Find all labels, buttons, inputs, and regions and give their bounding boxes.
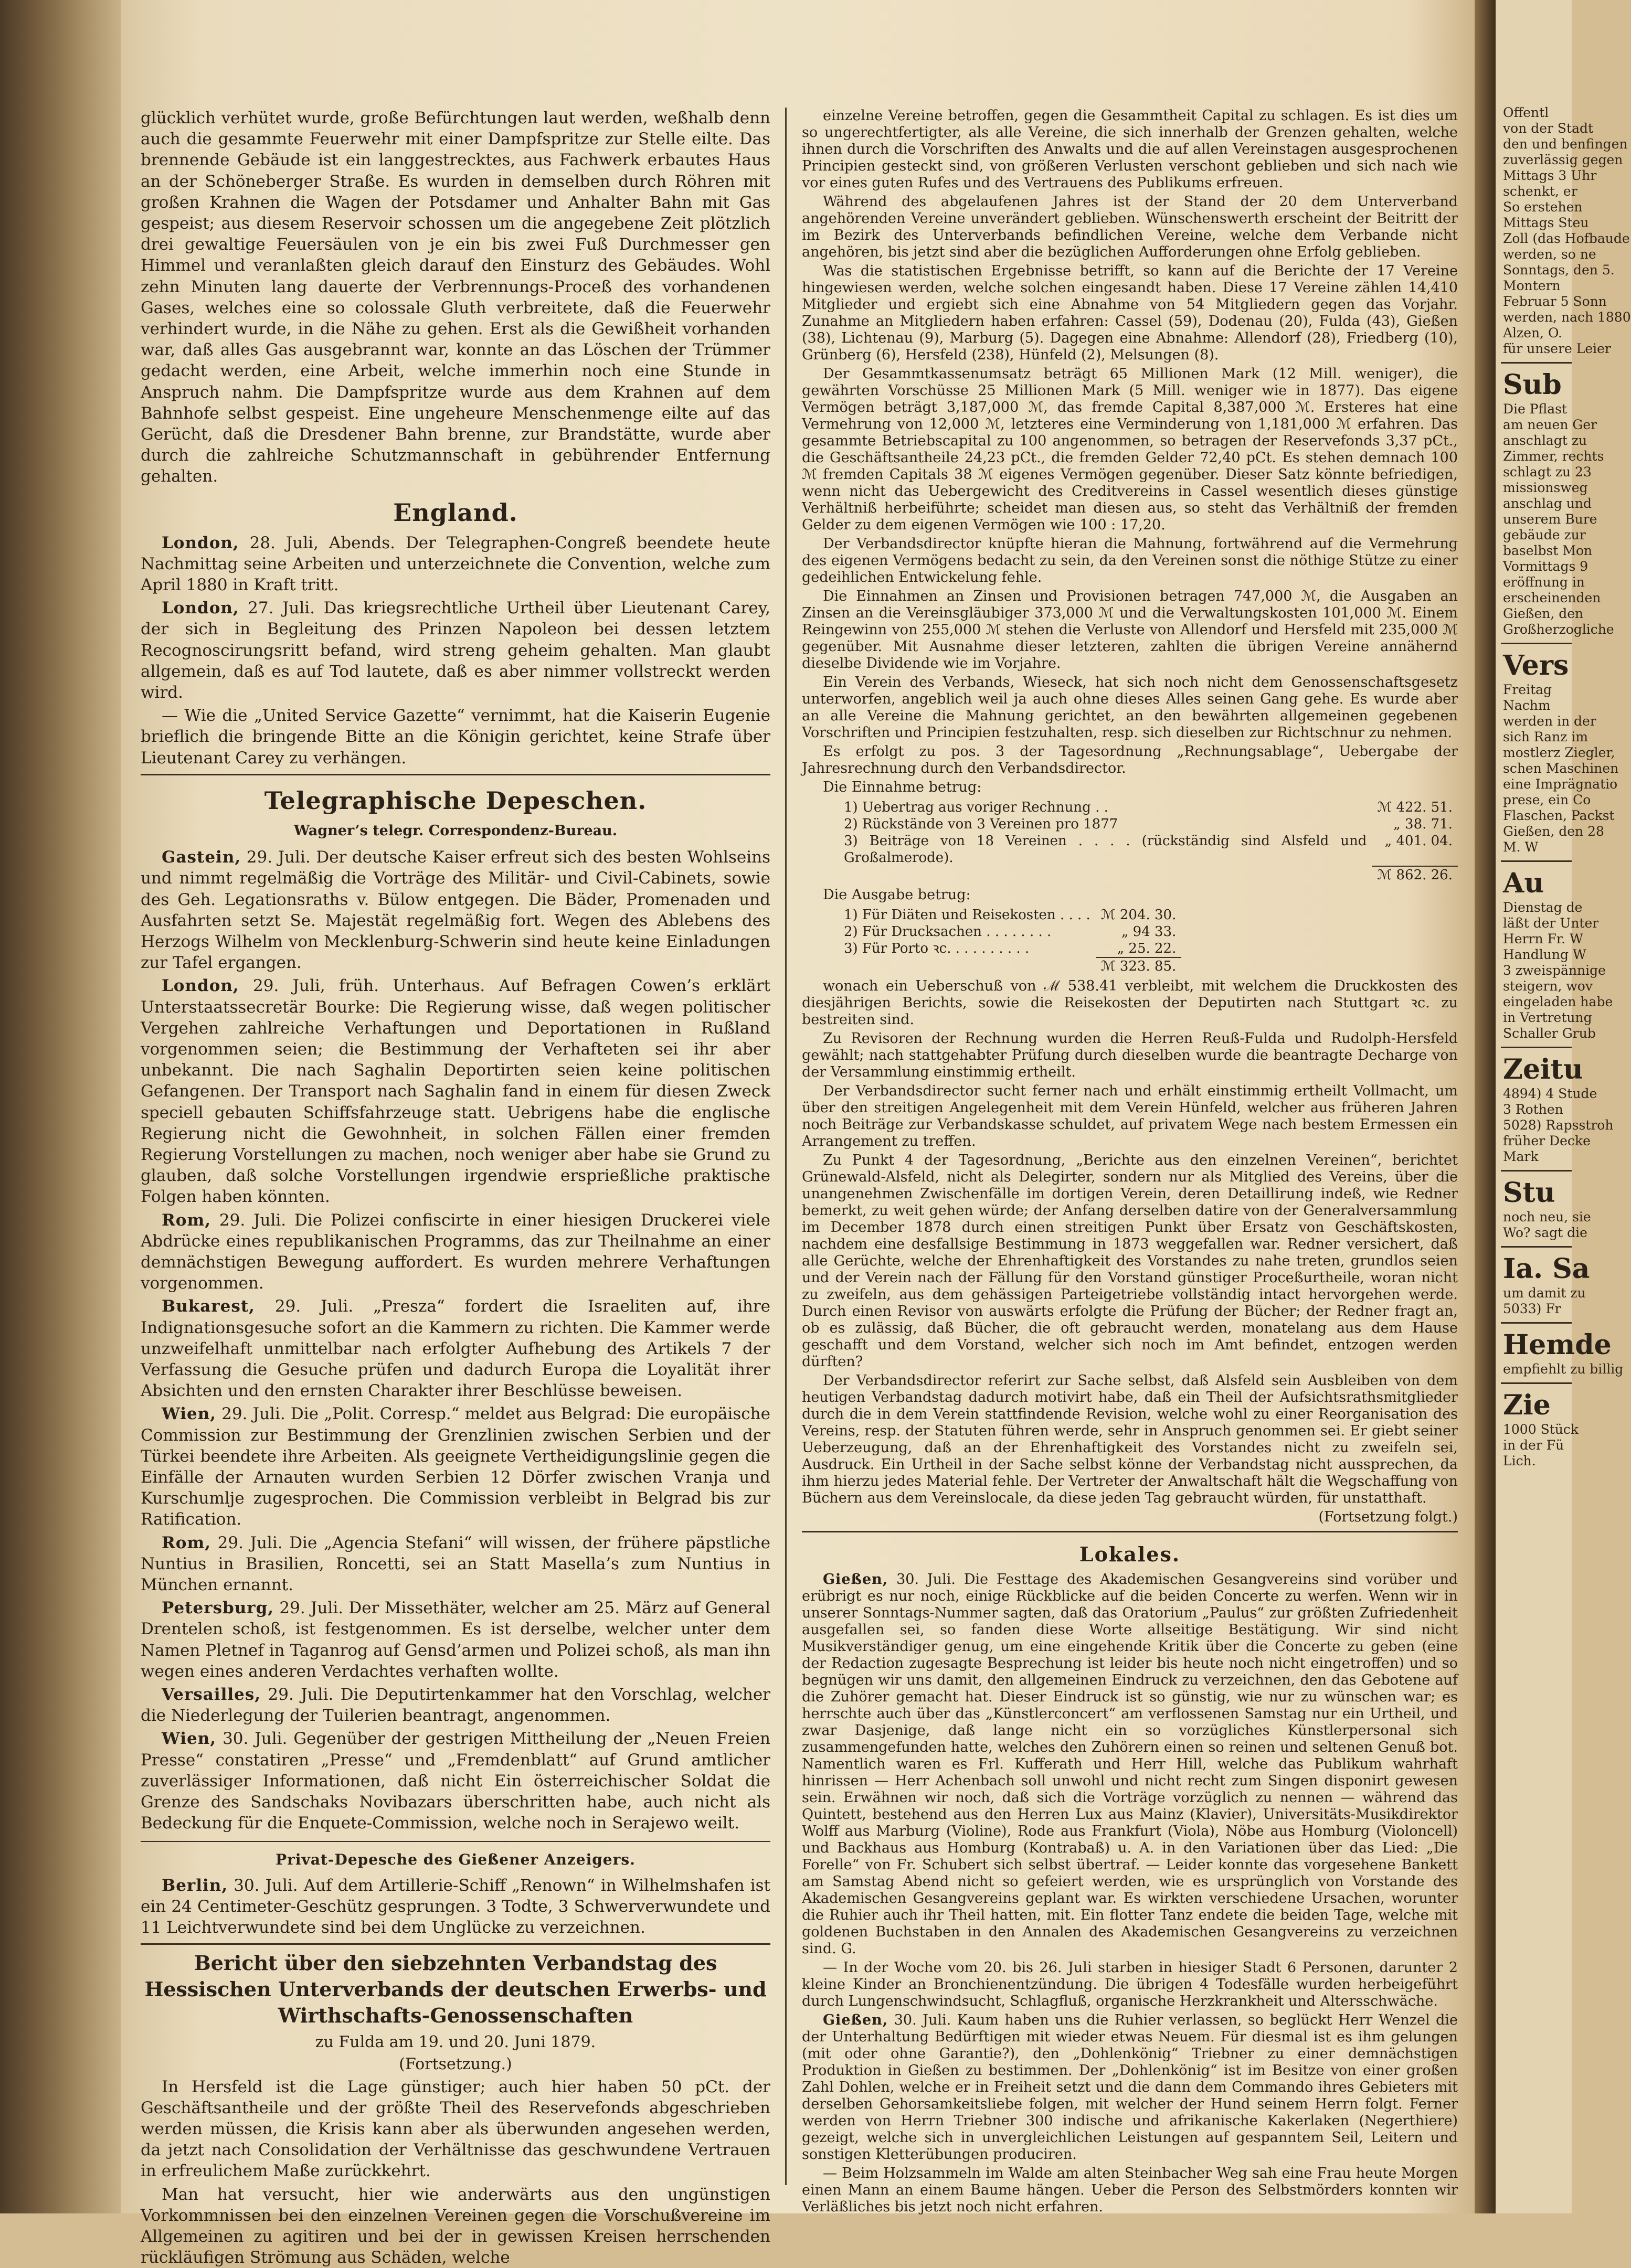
income-label: Die Einnahme betrug: xyxy=(823,779,982,795)
adjacent-text-fragment: Sonntags, den 5. xyxy=(1503,262,1615,278)
adjacent-text-fragment: Hemde xyxy=(1503,1329,1612,1361)
adjacent-page-text xyxy=(1496,0,1631,1469)
adjacent-text-fragment: in der Fü xyxy=(1503,1438,1564,1453)
news-place: Gießen, xyxy=(823,1571,888,1588)
ledger-label: 2) Rückstände von 3 Vereinen pro 1877 xyxy=(844,816,1118,832)
adjacent-rule xyxy=(1501,1246,1572,1248)
news-item xyxy=(141,1598,770,1682)
telegraph-news-list xyxy=(141,847,770,1834)
expense-table xyxy=(839,907,1181,975)
adjacent-text-fragment: steigern, wov xyxy=(1503,978,1593,994)
adjacent-text-fragment: Großherzogliche xyxy=(1503,622,1614,637)
news-item xyxy=(141,1875,770,1939)
adjacent-text-fragment: Gießen, den 28 xyxy=(1503,824,1604,839)
report-paragraph: wonach ein Ueberschuß von ℳ 538.41 verbleibt, mit welchem die Druckkosten des diesjährigen Berichts, sowie die Reisekosten der Deputirten nach Stuttgart ꝛc. zu bestreiten sind. xyxy=(802,978,1458,1028)
news-place: Rom, xyxy=(162,1533,211,1552)
adjacent-text-fragment: Vormittags 9 xyxy=(1503,559,1588,574)
adjacent-text-fragment: werden, nach 1880 xyxy=(1503,310,1631,325)
news-text: 29. Juli. Der Missethäter, welcher am 25. März auf General Drentelen schoß, ist festgenommen. Es ist derselbe, welcher unter dem Namen Pletnef in Taganrog auf Gensd’armen und Polizei schoß, als man ihn wegen eines anderen Verdachtes verhaften wollte. xyxy=(141,1599,770,1681)
news-place: Versailles, xyxy=(162,1685,261,1705)
report-paragraph: Der Verbandsdirector knüpfte hieran die Mahnung, fortwährend auf die Vermehrung des eigenen Vermögens bedacht zu sein, da den Vereinen sonst die nöthige Stütze zu einer gedeihlichen Entwickelung fehle. xyxy=(802,536,1458,585)
income-total-row xyxy=(839,866,1458,883)
adjacent-text-fragment: noch neu, sie xyxy=(1503,1209,1591,1224)
adjacent-text-fragment: zuverlässig gegen xyxy=(1503,152,1623,167)
adjacent-text-fragment: 1000 Stück xyxy=(1503,1422,1579,1437)
adjacent-text-fragment: anschlagt zu xyxy=(1503,433,1587,448)
news-text: — Beim Holzsammeln im Walde am alten Steinbacher Weg sah eine Frau heute Morgen einen Mann an einem Baume hängen. Ueber die Person des Selbstmörders konnten wir Verläßliches bis jetzt noch nicht erfahren. xyxy=(802,2165,1458,2215)
report-paragraph: Man hat versucht, hier wie anderwärts aus den ungünstigen Vorkommnissen bei den einzelnen Vereinen gegen die Vorschußvereine im Allgemeinen zu agitiren und bei der in gewissen Kreisen herrschenden rückläufigen Strömung aus Schäden, welche xyxy=(141,2185,770,2267)
adjacent-text-fragment: Offentl xyxy=(1503,105,1549,120)
adjacent-text-fragment: prese, ein Co xyxy=(1503,792,1591,807)
adjacent-text-fragment: gebäude zur xyxy=(1503,527,1586,542)
news-text: 29. Juli. Die Polizei confiscirte in einer hiesigen Druckerei viele Abdrücke eines republikanischen Programms, das zur Theilnahme an einer demnächstigen Bewegung auffordert. Es wurden mehrere Verhaftungen vorgenommen. xyxy=(141,1210,770,1293)
adjacent-text-fragment: eröffnung in xyxy=(1503,574,1585,590)
telegraph-heading: Telegraphische Depeschen. xyxy=(264,786,647,815)
report-paragraph: Es erfolgt zu pos. 3 der Tagesordnung „Rechnungsablage“, Uebergabe der Jahresrechnung durch den Verbandsdirector. xyxy=(802,743,1458,776)
news-item xyxy=(802,2012,1458,2163)
news-text: 27. Juli. Das kriegsrechtliche Urtheil über Lieutenant Carey, der sich in Begleitung des Prinzen Napoleon bei dessen letztem Recognoscirungsritt befand, wird streng geheim gehalten. Man glaubt allgemein, daß es auf Tod lautete, daß es aber nimmer vollstreckt werden wird. xyxy=(141,599,770,702)
adjacent-text-fragment: Zeitu xyxy=(1503,1053,1583,1085)
report-paragraph: Was die statistischen Ergebnisse betrifft, so kann auf die Berichte der 17 Vereine hingewiesen werden, welche solchen eingesandt haben. Diese 17 Vereine zählen 14,410 Mitglieder und ergiebt sich eine Abnahme von 54 Mitgliedern gegen das Vorjahr. Zunahme an Mitgliedern haben erfahren: Cassel (59), Dodenau (20), Fulda (43), Gießen (38), Lichtenau (9), Marburg (5). Dagegen eine Abnahme: Allendorf (28), Friedberg (10), Grünberg (6), Hersfeld (238), Hünfeld (2), Melsungen (8). xyxy=(802,263,1458,363)
news-text: 30. Juli. Gegenüber der gestrigen Mittheilung der „Neuen Freien Presse“ constatiren „Presse“ und „Fremdenblatt“ auf Grund amtlicher zuverlässiger Informationen, daß nicht Ein österreichischer Soldat die Grenze des Sandschaks Novibazars überschritten habe, auch nicht als Bedeckung für die Enquete-Commission, welche noch in Serajewo weilt. xyxy=(141,1729,770,1833)
adjacent-text-fragment: Vers xyxy=(1503,649,1569,682)
adjacent-text-fragment: schlagt zu 23 xyxy=(1503,464,1592,480)
ledger-row xyxy=(839,833,1458,866)
news-item xyxy=(141,1728,770,1834)
adjacent-text-fragment: 5033) Fr xyxy=(1503,1301,1561,1316)
adjacent-text-fragment: Zimmer, rechts xyxy=(1503,449,1604,464)
report-continuation-note: (Fortsetzung.) xyxy=(399,2055,512,2074)
adjacent-rule xyxy=(1501,643,1572,644)
news-item xyxy=(141,1684,770,1726)
ledger-label: 3) Beiträge von 18 Vereinen . . . . (rückständig sind Alsfeld und Großalmerode). xyxy=(844,833,1367,866)
england-heading: England. xyxy=(393,498,518,527)
news-item xyxy=(141,1210,770,1294)
news-text: 29. Juli. Die „Polit. Corresp.“ meldet aus Belgrad: Die europäische Commission zur Bestimmung der Grenzlinien zwischen Serbien und der Türkei beendete ihre Arbeiten. Als geeignete Vertheidigungslinie gegen die Einfälle der Arnauten wurden Serbien 12 Dörfer zwischen Vranja und Kurschumlje zugesprochen. Die Commission verbleibt in Belgrad bis zur Ratification. xyxy=(141,1404,770,1529)
fire-report-paragraph: glücklich verhütet wurde, große Befürchtungen laut werden, weßhalb denn auch die gesammte Feuerwehr mit einer Dampfspritze zur Stelle eilte. Das brennende Gebäude ist ein langgestrecktes, aus Fachwerk erbautes Haus an der Schöneberger Straße. Es wurden in demselben durch Röhren mit großen Krahnen die Wagen der Potsdamer und Anhalter Bahn mit Gas gespeist; aus diesem Reservoir schossen um die angegebene Zeit plötzlich drei gewaltige Feuersäulen von je ein bis zwei Fuß Durchmesser gen Himmel und veranlaßten gleich darauf den Einsturz des Gebäudes. Wohl zehn Minuten lang dauerte der Verbrennungs-Proceß des vorhandenen Gases, welches eine so colossale Gluth verbreitete, daß die Feuerwehr verhindert wurde, in die Nähe zu gehen. Erst als die Gewißheit vorhanden war, daß alles Gas ausgebrannt war, konnte an das Löschen der Trümmer gedacht werden, eine Arbeit, welche immerhin noch eine Stunde in Anspruch nahm. Die Dampfspritze wurde aus dem Krahnen auf dem Bahnhofe selbst gespeist. Eine ungeheure Menschenmenge eilte auf das Gerücht, daß die Dresdener Bahn brenne, zur Brandstätte, wurde aber durch die zahlreiche Schutzmannschaft in gebührender Entfernung gehalten. xyxy=(141,109,770,486)
adjacent-text-fragment: Die Pflast xyxy=(1503,401,1568,417)
ledger-amount: „ 401. 04. xyxy=(1384,833,1453,849)
news-item xyxy=(802,2165,1458,2216)
page-gutter xyxy=(1475,0,1496,2213)
adjacent-text-fragment: 3 zweispännige xyxy=(1503,963,1606,978)
report-closing-text xyxy=(802,978,1458,1507)
continued-note: (Fortsetzung folgt.) xyxy=(1318,1509,1458,1525)
adjacent-text-fragment: von der Stadt xyxy=(1503,121,1594,136)
news-text: 29. Juli. Der deutsche Kaiser erfreut sich des besten Wohlseins und nimmt regelmäßig die Vorträge des Militär- und Civil-Cabinets, sowie des Geh. Legationsraths v. Bülow entgegen. Die Bäder, Promenaden und Ausfahrten setzt Se. Majestät regelmäßig fort. Wegen des Ablebens des Herzogs Wilhelm von Mecklenburg-Schwerin sind heute keine Einladungen zur Tafel ergangen. xyxy=(141,848,770,973)
news-text: 29. Juli, früh. Unterhaus. Auf Befragen Cowen’s erklärt Unterstaatssecretär Bourke: Die Regierung wisse, daß wegen politischer Vergehen zahlreiche Verhaftungen und Deportationen in Rußland vorgenommen seien; die Bestimmung der Verhafteten sei ihr aber unbekannt. Die nach Saghalin Deportirten seien keine politischen Gefangenen. Der Transport nach Saghalin fand in einem für diesen Zweck speciell gebauten Schiffsfahrzeuge statt. Uebrigens habe die englische Regierung nicht die Gewohnheit, in solchen Fällen einer fremden Regierung Vorstellungen zu machen, noch weniger aber habe sie Grund zu glauben, daß solche Vorstellungen irgendwie ersprießliche praktische Folgen haben könnten. xyxy=(141,976,770,1207)
adjacent-text-fragment: werden in der xyxy=(1503,714,1596,729)
expense-total-row xyxy=(839,957,1181,975)
news-item xyxy=(141,598,770,703)
adjacent-text-fragment: um damit zu xyxy=(1503,1285,1586,1301)
news-place: London, xyxy=(162,599,239,618)
ledger-amount: ℳ 204. 30. xyxy=(1100,907,1177,923)
adjacent-text-fragment: Dienstag de xyxy=(1503,900,1583,915)
adjacent-text-fragment: läßt der Unter xyxy=(1503,915,1599,931)
ledger-row xyxy=(839,907,1181,923)
adjacent-rule xyxy=(1501,860,1572,862)
adjacent-text-fragment: eingeladen habe xyxy=(1503,994,1613,1009)
report-paragraph: In Hersfeld ist die Lage günstiger; auch hier haben 50 pCt. der Geschäftsantheile und der größte Theil des Reservefonds abgeschrieben werden müssen, die Krisis kann aber als überwunden angesehen werden, da jetzt nach Consolidation der Verhältnisse das geschwundene Vertrauen in erfreulichem Maße zurückkehrt. xyxy=(141,2077,770,2181)
news-place: Rom, xyxy=(162,1210,211,1230)
adjacent-text-fragment: Mark xyxy=(1503,1149,1539,1164)
ledger-amount: „ 94 33. xyxy=(1121,924,1177,940)
adjacent-text-fragment: Stu xyxy=(1503,1177,1555,1209)
adjacent-text-fragment: anschlag und xyxy=(1503,496,1592,511)
adjacent-text-fragment: M. W xyxy=(1503,839,1539,855)
adjacent-text-fragment: mostlerz Ziegler, xyxy=(1503,745,1615,760)
news-item xyxy=(802,1960,1458,2010)
ledger-amount: ℳ 422. 51. xyxy=(1377,800,1453,815)
adjacent-text-fragment: Zie xyxy=(1503,1389,1551,1421)
adjacent-text-fragment: Wo? sagt die xyxy=(1503,1225,1587,1240)
adjacent-text-fragment: Montern xyxy=(1503,278,1561,293)
expense-total: ℳ 323. 85. xyxy=(1096,957,1182,975)
news-place: London, xyxy=(162,976,239,996)
adjacent-text-fragment: den und benfingen xyxy=(1503,136,1628,152)
adjacent-text-fragment: 3 Rothen xyxy=(1503,1102,1563,1117)
private-dispatch-heading: Privat-Depesche des Gießener Anzeigers. xyxy=(276,1851,636,1869)
report-continued-text xyxy=(802,108,1458,777)
news-item xyxy=(802,1571,1458,1957)
ledger-label: 2) Für Drucksachen . . . . . . . . xyxy=(844,924,1052,940)
adjacent-rule xyxy=(1501,1382,1572,1384)
income-table xyxy=(839,799,1458,883)
news-item xyxy=(141,1296,770,1401)
adjacent-text-fragment: Herrn Fr. W xyxy=(1503,931,1583,946)
report-paragraph: Der Gesammtkassenumsatz beträgt 65 Millionen Mark (12 Mill. weniger), die gewährten Vorschüsse 25 Millionen Mark (5 Mill. weniger wie in 1877). Das eigene Vermögen beträgt 3,187,000 ℳ, das fremde Capital 8,387,000 ℳ. Ersteres hat eine Vermehrung von 12,000 ℳ, letzteres eine Verminderung von 1,181,000 ℳ erfahren. Das gesammte Betriebscapital zu 100 angenommen, so betragen der Reservefonds 3,37 pCt., die Geschäftsantheile 24,23 pCt., die fremden Gelder 72,40 pCt. Es stehen demnach 100 ℳ fremden Capitals 38 ℳ eigenes Vermögen gegenüber. Dieser Satz könnte befriedigen, wenn nicht das Uebergewicht des Creditvereins in Cassel wesentlich dieses günstige Verhältniß herbeiführte; scheidet man diesen aus, so steht das Verhältniß der fremden Gelder zu dem eigenen Vermögen wie 100 : 17,20. xyxy=(802,366,1458,533)
adjacent-text-fragment: für unsere Leier xyxy=(1503,341,1611,356)
news-place: Bukarest, xyxy=(162,1297,255,1316)
news-item xyxy=(141,1403,770,1530)
telegraph-subheading: Wagner’s telegr. Correspondenz-Bureau. xyxy=(293,822,618,839)
news-item xyxy=(141,1532,770,1596)
adjacent-text-fragment: Nachm xyxy=(1503,698,1551,713)
adjacent-text-fragment: empfiehlt zu billig xyxy=(1503,1361,1624,1377)
report-paragraph: einzelne Vereine betroffen, gegen die Gesammtheit Capital zu schlagen. Es ist dies um so ungerechtfertigter, als alle Vereine, die sich innerhalb der Grenzen gehalten, welche ihnen durch die Vorschriften des Anwalts und die auf allen Vereinstagen ausgesprochenen Principien gesteckt sind, von größeren Verlusten verschont geblieben und sich nach wie vor eines guten Rufes und des Vertrauens des Publikums erfreuen. xyxy=(802,108,1458,191)
section-rule xyxy=(141,1841,770,1842)
news-item xyxy=(141,975,770,1207)
adjacent-text-fragment: missionsweg xyxy=(1503,480,1588,495)
adjacent-text-fragment: Au xyxy=(1503,867,1544,899)
adjacent-text-fragment: am neuen Ger xyxy=(1503,417,1597,432)
ledger-row xyxy=(839,940,1181,957)
news-place: Gießen, xyxy=(823,2012,888,2028)
section-rule xyxy=(802,1531,1458,1532)
adjacent-text-fragment: Sub xyxy=(1503,369,1562,401)
ledger-amount: „ 25. 22. xyxy=(1117,941,1177,956)
news-text: 29. Juli. Die „Agencia Stefani“ will wissen, der frühere päpstliche Nuntius in Brasilien, Roncetti, sei an Statt Masella’s zum Nuntius in München ernannt. xyxy=(141,1533,770,1594)
adjacent-text-fragment: Mittags 3 Uhr xyxy=(1503,168,1597,183)
ledger-label: 3) Für Porto ꝛc. . . . . . . . . . xyxy=(844,941,1030,956)
report-subtitle: zu Fulda am 19. und 20. Juni 1879. xyxy=(315,2033,596,2052)
adjacent-text-fragment: Schaller Grub xyxy=(1503,1026,1596,1041)
news-text: — In der Woche vom 20. bis 26. Juli starben in hiesiger Stadt 6 Personen, darunter 2 kleine Kinder an Bronchienentzündung. Die übrigen 4 Todesfälle wurden herbeigeführt durch Lungenschwindsucht, Schlagfluß, organische Herzkrankheit und Altersschwäche. xyxy=(802,1960,1458,2009)
report-paragraph: Zu Punkt 4 der Tagesordnung, „Berichte aus den einzelnen Vereinen“, berichtet Grünewald-Alsfeld, nicht als Delegirter, sondern nur als Mitglied des Vereins, über die unangenehmen Zwischenfälle im dortigen Verein, deren Detaillirung indeß, wie Redner bemerkt, zu weit gehen würde; der Anfang derselben datire von der Generalversammlung im December 1878 durch einen streitigen Punkt über Ersatz von Geschäftskosten, nachdem eine desfallsige Bestimmung in 1873 weggefallen war. Redner versichert, daß alle Gerüchte, welche der Ehrenhaftigkeit des Vorstandes zu nahe treten, grundlos seien und der Verein nach der Fällung für den Vorstand günstiger Proceßurtheile, woran nicht zu zweifeln, aus dem gehässigen Parteigetriebe vollständig intact hervorgehen werde. Durch einen Revisor von auswärts erfolgte die Prüfung der Bücher; der Redner fragt an, ob es zulässig, daß Bücher, die oft gebraucht werden, monatelang aus dem Hause geschafft und dem Vorstand, welcher sich noch im Amt befindet, entzogen werden dürften? xyxy=(802,1152,1458,1370)
news-text: 30. Juli. Kaum haben uns die Ruhier verlassen, so beglückt Herr Wenzel die der Unterhaltung Bedürftigen mit wieder etwas Neuem. Für diesmal ist es ihm gelungen (mit oder ohne Garantie?), den „Dohlenkönig“ Triebner zu einer demnächstigen Produktion in Gießen zu bestimmen. Der „Dohlenkönig“ ist im Besitze von einer großen Zahl Dohlen, welche er in Freiheit setzt und die dann dem Commando ihres Gebieters mit derselben Gehorsamkeitsliebe folgen, mit welcher der Hund seinem Herrn folgt. Ferner werden von Herrn Triebner 300 indische und afrikanische Kakerlaken (Negerthiere) gezeigt, welche sich in unvergleichlichen Leistungen auf gespanntem Seil, Leitern und sonstigen Kletterübungen produciren. xyxy=(802,2012,1458,2163)
adjacent-text-fragment: Zoll (das Hofbaude xyxy=(1503,231,1630,246)
adjacent-text-fragment: So erstehen xyxy=(1503,199,1583,215)
adjacent-text-fragment: Flaschen, Packst xyxy=(1503,808,1615,823)
expense-label: Die Ausgabe betrug: xyxy=(823,887,971,903)
adjacent-text-fragment: Februar 5 Sonn xyxy=(1503,294,1607,309)
news-place: Wien, xyxy=(162,1404,217,1424)
adjacent-text-fragment: schen Maschinen xyxy=(1503,761,1619,776)
adjacent-rule xyxy=(1501,1047,1572,1048)
news-place: Berlin, xyxy=(162,1876,228,1895)
adjacent-text-fragment: Handlung W xyxy=(1503,947,1586,962)
news-text: 30. Juli. Die Festtage des Akademischen Gesangvereins sind vorüber und erübrigt es nur noch, einige Rückblicke auf die beiden Concerte zu werfen. Wenn wir in unserer Sonntags-Nummer sagten, daß das Oratorium „Paulus“ zur größten Zufriedenheit ausgefallen sei, so fanden diese Worte allseitige Bestätigung. Wir sind nicht Musikverständiger genug, um eine eingehende Kritik über die Concerte zu geben (eine der Redaction zugesagte Besprechung ist leider bis heute noch nicht eingetroffen) und so begnügen wir uns damit, den allgemeinen Eindruck zu verzeichnen, den das Gebotene auf die Zuhörer gemacht hat. Dieser Eindruck ist so günstig, wie nur zu wünschen war; es herrschte auch über das „Künstlerconcert“ am verflossenen Samstag nur ein Urtheil, und zwar Dasjenige, daß lange nicht ein so vorzügliches Künstlerpersonal sich zusammengefunden hatte, welches den Zuhörern einen so reinen und seltenen Genuß bot. Namentlich waren es Frl. Kufferath und Herr Hill, welche das Publikum wahrhaft hinrissen — Herr Achenbach soll unwohl und nicht recht zum Singen disponirt gewesen sein. Erwähnen wir noch, daß sich die Vorträge vorzüglich zu nennen — während das Quintett, bestehend aus den Herren Lux aus Mainz (Klavier), Universitäts-Musikdirektor Wolff aus Marburg (Violine), Rode aus Frankfurt (Viola), Nöbe aus Homburg (Violoncell) und Backhaus aus Homburg (Kontrabaß) u. A. in den Variationen über das Lied: „Die Forelle“ von Fr. Schubert sich selbst übertraf. — Leider konnte das vorgesehene Bankett am Samstag Abend nicht so gefeiert werden, wie es ursprünglich von Vorstande des Akademischen Gesangvereins geplant war. Es wirkten verschiedene Ursachen, worunter die Ruhier auch ihr Theil hatten, mit. Ein flotter Tanz endete die beiden Tage, welche mit goldenen Buchstaben in den Annalen des Akademischen Gesangvereins zu verzeichnen sind. G. xyxy=(802,1571,1458,1957)
news-text: 29. Juli. „Presza“ fordert die Israeliten auf, ihre Indignationsgesuche sofort an die Kammern zu richten. Die Kammer werde unzweifelhaft unmittelbar nach erfolgter Aufhebung des Artikels 7 der Verfassung die Gesuche prüfen und dadurch Europa die Loyalität ihrer Absichten und den ernsten Charakter ihrer Beschlüsse beweisen. xyxy=(141,1297,771,1401)
adjacent-text-fragment: Ia. Sa xyxy=(1503,1253,1590,1285)
adjacent-text-fragment: baselbst Mon xyxy=(1503,543,1593,558)
news-text: 28. Juli, Abends. Der Telegraphen-Congreß beendete heute Nachmittag seine Arbeiten und unterzeichnete die Convention, welche zum April 1880 in Kraft tritt. xyxy=(141,533,770,595)
news-text: 30. Juli. Auf dem Artillerie-Schiff „Renown“ in Wilhelmshafen ist ein 24 Centimeter-Geschütz gesprungen. 3 Todte, 3 Schwerverwundete und 11 Leichtverwundete sind bei dem Unglücke zu verzeichnen. xyxy=(141,1876,770,1937)
england-news-list xyxy=(141,533,770,769)
news-place: Petersburg, xyxy=(162,1599,274,1618)
ledger-label: 1) Uebertrag aus voriger Rechnung . . xyxy=(844,800,1108,815)
ledger-row xyxy=(839,816,1458,833)
report-title: Bericht über den siebzehnten Verbandstag des Hessischen Unterverbands der deutschen Erwerbs- und Wirthschafts-Genossenschaften xyxy=(144,1951,767,2028)
adjacent-rule xyxy=(1501,1322,1572,1324)
income-total: ℳ 862. 26. xyxy=(1372,866,1458,883)
book-binding xyxy=(0,0,121,2213)
report-paragraph: Der Verbandsdirector sucht ferner nach und erhält einstimmig ertheilt Vollmacht, um über den streitigen Angelegenheit mit dem Verein Hünfeld, welcher aus früheren Jahren noch Beiträge zur Verbandskasse schuldet, auf privatem Wege nach bestem Ermessen ein Arrangement zu treffen. xyxy=(802,1083,1458,1149)
adjacent-text-fragment: sich Ranz im xyxy=(1503,729,1588,744)
adjacent-rule xyxy=(1501,362,1572,364)
report-paragraph: Während des abgelaufenen Jahres ist der Stand der 20 dem Unterverband angehörenden Vereine unverändert geblieben. Wünschenswerth erscheint der Beitritt der im Bezirk des Unterverbands befindlichen Vereine, welche dem Verbande nicht angehören, bis jetzt sind aber die bezüglichen Aufforderungen ohne Erfolg geblieben. xyxy=(802,194,1458,260)
news-item xyxy=(141,847,770,973)
report-paragraph: Ein Verein des Verbands, Wieseck, hat sich noch nicht dem Genossenschaftsgesetz unterworfen, angeblich weil ja auch ohne dieses Alles seinen Gang gehe. Es wurde aber an alle Vereine die Mahnung gerichtet, an den bewährten allgemeinen gegebenen Vorschriften und Principien festzuhalten, resp. sich dieselben zur Richtschnur zu nehmen. xyxy=(802,674,1458,741)
adjacent-text-fragment: Gießen, den xyxy=(1503,606,1584,621)
adjacent-text-fragment: Mittags Steu xyxy=(1503,215,1589,230)
ledger-amount: „ 38. 71. xyxy=(1393,816,1453,832)
local-news-list xyxy=(802,1571,1458,2216)
report-paragraph: Der Verbandsdirector referirt zur Sache selbst, daß Alsfeld sein Ausbleiben von dem heutigen Verbandstag dadurch motivirt habe, daß ein Theil der Aufsichtsrathsmitglieder durch die in dem Verein stattfindende Revision, welche wohl zu einer Reorganisation des Vereins, resp. der Statuten führen werde, sehr in Anspruch genommen sei. Er giebt seiner Ueberzeugung, daß an der Ehrenhaftigkeit des Vorstandes nicht zu zweifeln sei, Ausdruck. Ein Urtheil in der Sache selbst könne der Verbandstag nicht aussprechen, da ihm hierzu jedes Material fehle. Der Vertreter der Anwaltschaft hält die Wegschaffung von Büchern aus dem Vereinslocale, da diese jeden Tag gebraucht würden, für unstatthaft. xyxy=(802,1372,1458,1506)
adjacent-text-fragment: unserem Bure xyxy=(1503,512,1597,527)
news-item xyxy=(141,533,770,596)
adjacent-text-fragment: eine Imprägnatio xyxy=(1503,776,1618,792)
column-divider xyxy=(785,108,787,2185)
report-paragraph: Die Einnahmen an Zinsen und Provisionen betragen 747,000 ℳ, die Ausgaben an Zinsen an die Vereinsgläubiger 373,000 ℳ und die Verwaltungskosten 101,000 ℳ. Einem Reingewinn von 255,000 ℳ stehen die Verluste von Allendorf und Hersfeld mit 235,000 ℳ gegenüber. Mit Ausnahme dieser letzteren, zahlten die übrigen Vereine annähernd dieselbe Dividende wie im Vorjahre. xyxy=(802,588,1458,672)
adjacent-page-fragment xyxy=(1496,0,1631,2213)
adjacent-text-fragment: 4894) 4 Stude xyxy=(1503,1086,1597,1101)
ledger-row xyxy=(839,923,1181,940)
ledger-label: 1) Für Diäten und Reisekosten . . . . xyxy=(844,907,1090,923)
adjacent-text-fragment: Lich. xyxy=(1503,1453,1536,1468)
right-column xyxy=(802,108,1458,2215)
adjacent-text-fragment: Alzen, O. xyxy=(1503,325,1562,340)
news-place: London, xyxy=(162,533,239,552)
ledger-row xyxy=(839,799,1458,816)
report-paragraph: Zu Revisoren der Rechnung wurden die Herren Reuß-Fulda und Rudolph-Hersfeld gewählt; nach stattgehabter Prüfung durch dieselben wurde die beantragte Decharge von der Versammlung einstimmig ertheilt. xyxy=(802,1030,1458,1080)
section-rule xyxy=(141,1943,770,1945)
left-column xyxy=(141,108,771,2267)
adjacent-text-fragment: früher Decke xyxy=(1503,1133,1591,1148)
news-place: Gastein, xyxy=(162,848,241,867)
news-item xyxy=(141,705,770,769)
news-text: 29. Juli. Die Deputirtenkammer hat den Vorschlag, welcher die Niederlegung der Tuilerien beantragt, angenommen. xyxy=(141,1685,770,1726)
adjacent-text-fragment: erscheinenden xyxy=(1503,590,1601,605)
news-place: Wien, xyxy=(162,1729,217,1749)
adjacent-text-fragment: in Vertretung xyxy=(1503,1010,1592,1025)
local-news-heading: Lokales. xyxy=(1079,1542,1181,1566)
adjacent-text-fragment: werden, so ne xyxy=(1503,247,1596,262)
adjacent-text-fragment: schenkt, er xyxy=(1503,184,1577,199)
section-rule xyxy=(141,774,770,775)
adjacent-text-fragment: Freitag xyxy=(1503,682,1552,697)
adjacent-rule xyxy=(1501,1170,1572,1172)
news-text: — Wie die „United Service Gazette“ vernimmt, hat die Kaiserin Eugenie brieflich die bringende Bitte an die Königin gerichtet, keine Strafe über Lieutenant Carey zu verhängen. xyxy=(141,706,770,768)
adjacent-text-fragment: 5028) Rapsstroh xyxy=(1503,1117,1614,1133)
